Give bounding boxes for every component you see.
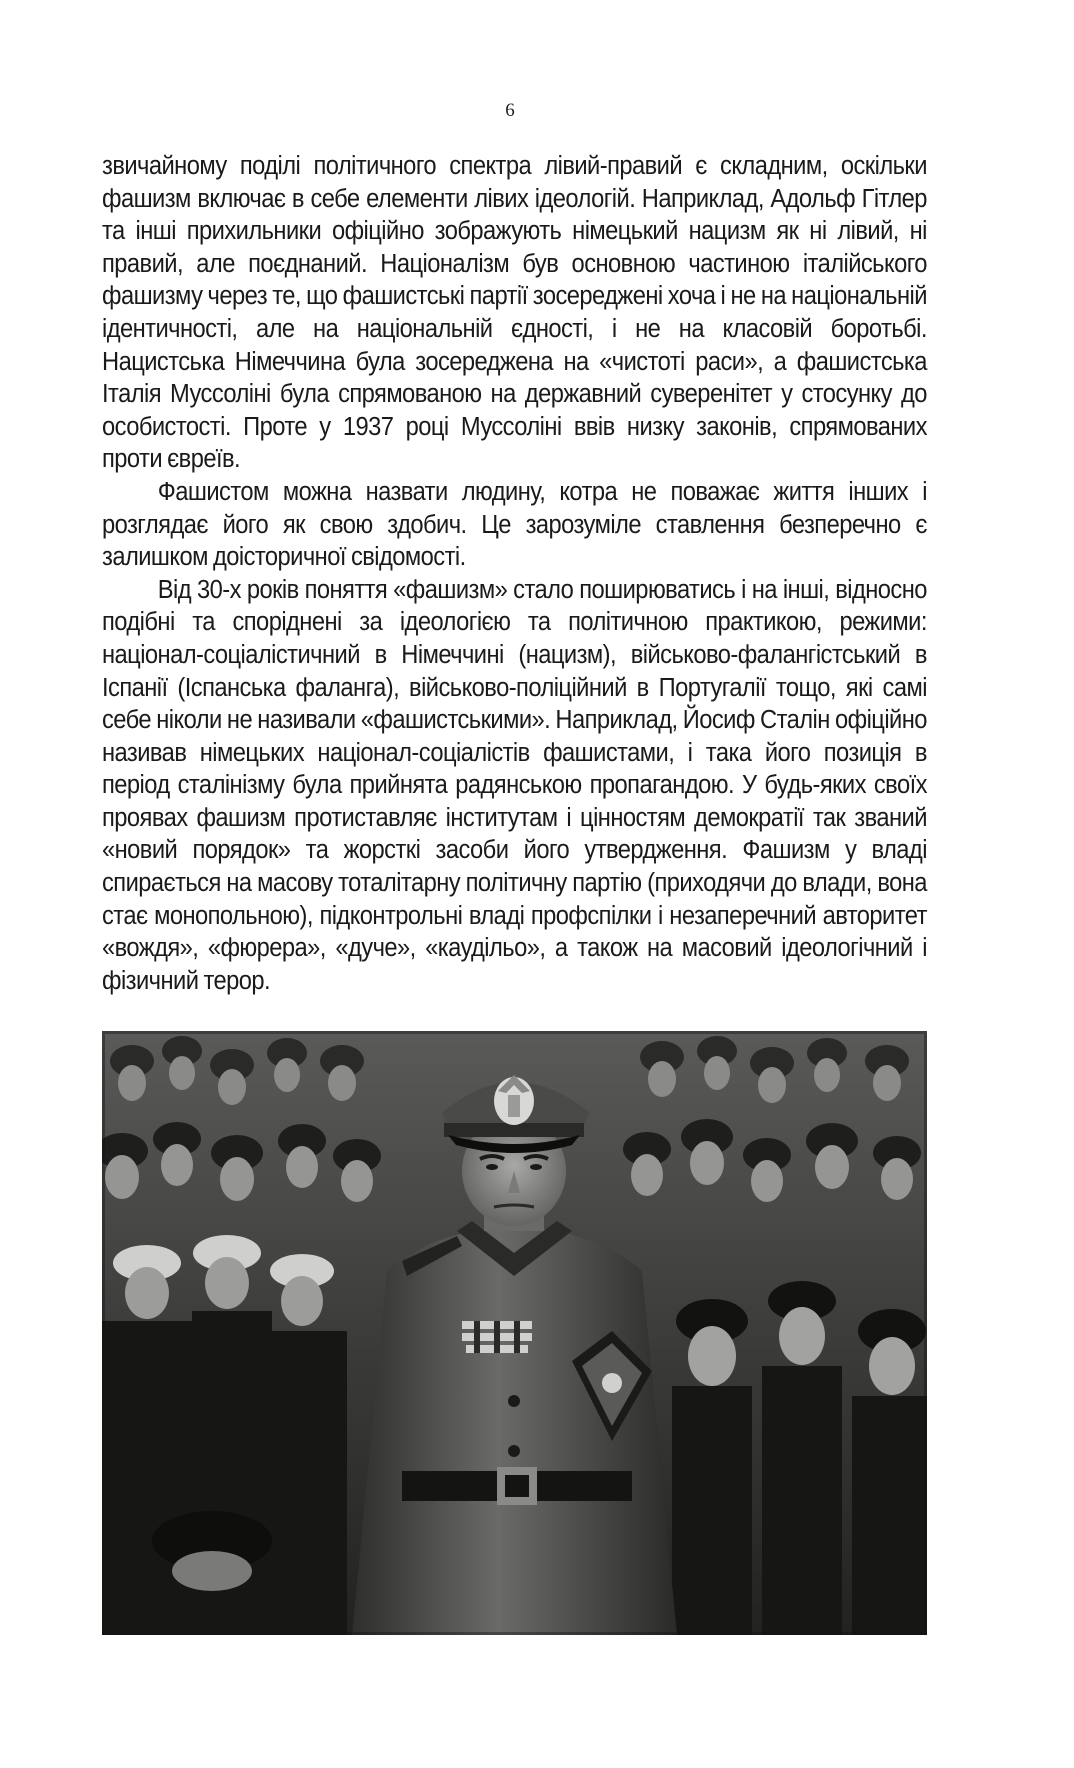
page-number: 6 (505, 100, 515, 121)
paragraph-1: звичайному поділі політичного спектра лівий-правий є складним, оскільки фашизм включає в себе елементи лівих ідеологій. Наприклад, Адольф Гітлер та інші прихильники офіційно зображують німецький нацизм як ні лівий, ні правий, але поєднаний. Націоналізм був основною частиною італійського фашизму через те, що фашистські партії зосереджені хоча і не на національній ідентичності, але на національній єдності, і не на класовій боротьбі. Нацистська Німеччина була зосереджена на «чистоті раси», а фашистська Італія Муссоліні була спрямованою на державний суверенітет у стосунку до особистості. Проте у 1937 році Муссоліні ввів низку законів, спрямованих проти євреїв. (102, 152, 927, 474)
paragraph-3: Від 30-х років поняття «фашизм» стало поширюватись і на інші, відносно подібні та споріднені за ідеологією та політичною практикою, режими: націонал-соціалістичний в Німеччині (нацизм), військово-фалангістський в Іспанії (Іспанська фаланга), військово-поліційний в Португалії тощо, які самі себе ніколи не називали «фашистськими». Наприклад, Йосиф Сталін офіційно називав німецьких націонал-соціалістів фашистами, і така його позиція в період сталінізму була прийнята радянською пропагандою. У будь-яких своїх проявах фашизм протиставляє інститутам і цінностям демократії так званий «новий порядок» та жорсткі засоби його утвердження. Фашизм у владі спирається на масову тоталітарну політичну партію (приходячи до влади, вона стає монопольною), підконтрольні владі профспілки і незаперечний авторитет «вождя», «фюрера», «дуче», «каудільо», а також на масовий ідеологічний і фізичний терор. (102, 575, 927, 995)
body-text (102, 150, 927, 997)
photo-illustration (102, 1031, 927, 1635)
historical-photo (102, 1031, 927, 1635)
paragraph-2: Фашистом можна назвати людину, котра не поважає життя інших і розглядає його як свою здобич. Це зарозуміле ставлення безперечно є залишком доісторичної свідомості. (102, 477, 927, 572)
